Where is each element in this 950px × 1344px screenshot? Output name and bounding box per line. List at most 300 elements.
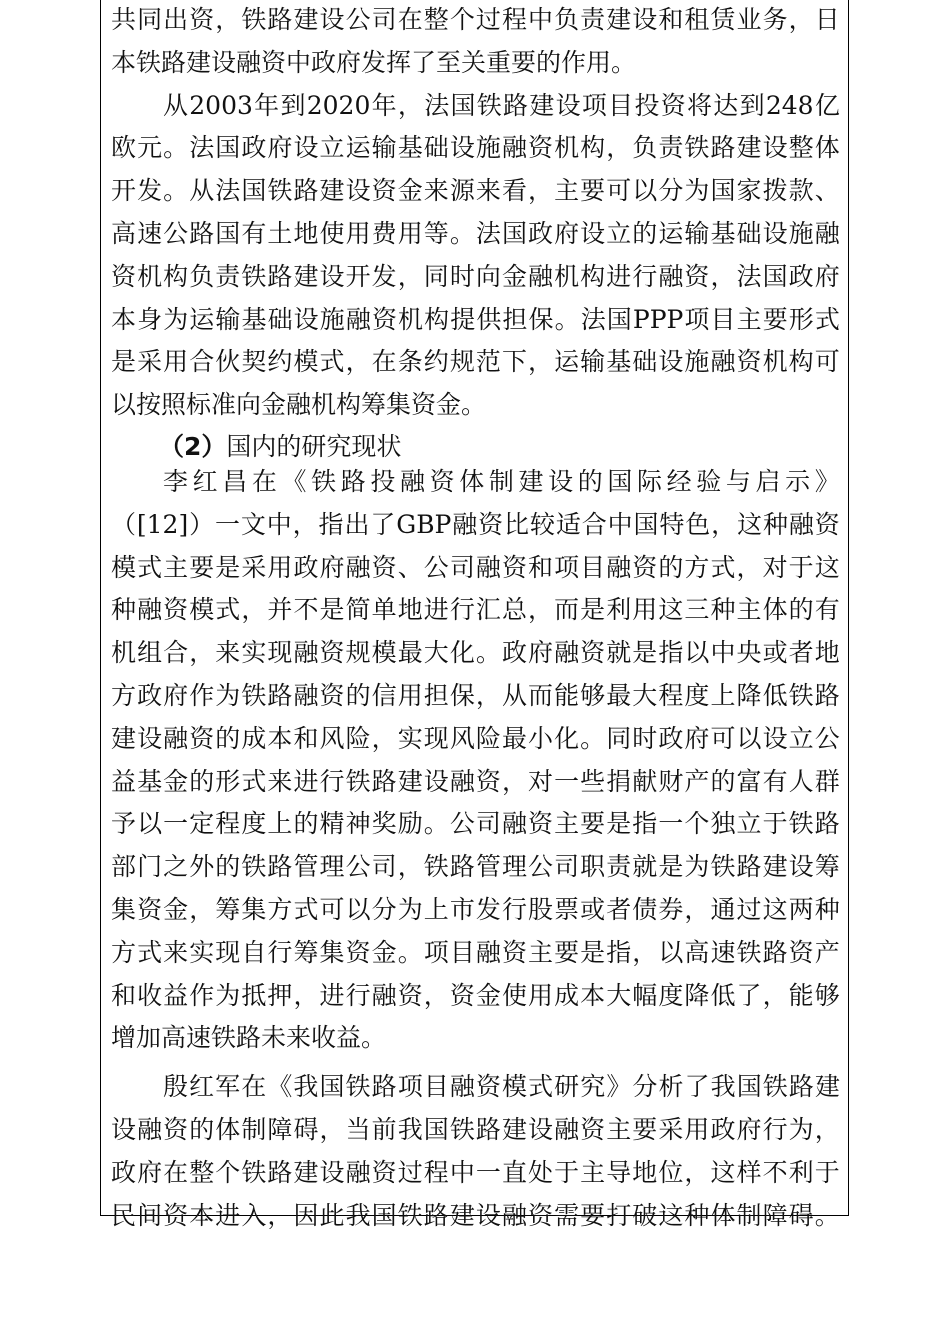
text-glyph: 输 — [371, 133, 397, 163]
text-line — [111, 675, 840, 718]
text-glyph: 方 — [684, 552, 710, 582]
text-glyph: 国 — [215, 218, 241, 248]
text-glyph: 利 — [606, 595, 632, 625]
text-glyph: 路 — [423, 1200, 449, 1230]
text-glyph: 融 — [345, 304, 371, 334]
text-glyph: 构 — [788, 347, 814, 377]
text-glyph: ， — [528, 595, 554, 625]
text-glyph: 融 — [501, 809, 527, 839]
text-glyph: 身 — [137, 304, 163, 334]
text-glyph: 就 — [606, 638, 632, 668]
text-glyph: 为 — [163, 304, 189, 334]
text-glyph: 投 — [370, 466, 396, 496]
text-glyph: 可 — [606, 176, 632, 206]
text-glyph: 年 — [254, 90, 280, 120]
text-glyph: 资 — [163, 1200, 189, 1230]
text-glyph: 而 — [554, 595, 580, 625]
text-glyph: 较 — [529, 509, 555, 539]
text-glyph: ， — [241, 595, 267, 625]
text-glyph: 方 — [111, 680, 137, 710]
text-glyph: 此 — [319, 1200, 345, 1230]
text-glyph: 或 — [762, 638, 788, 668]
text-glyph: ， — [475, 680, 501, 710]
text-glyph: 处 — [528, 1157, 554, 1187]
text-glyph: 款 — [788, 176, 814, 206]
text-glyph: 之 — [163, 852, 189, 882]
text-glyph: ， — [736, 552, 762, 582]
text-glyph: 组 — [137, 638, 163, 668]
text-glyph: 式 — [137, 937, 163, 967]
text-glyph: 中 — [528, 5, 554, 34]
text-glyph: 基 — [710, 218, 736, 248]
text-glyph: 资 — [814, 509, 840, 539]
text-glyph: 可 — [814, 347, 840, 377]
text-glyph: 铁 — [241, 1157, 267, 1187]
text-glyph: 种 — [684, 1200, 710, 1230]
text-glyph: 为 — [788, 1114, 814, 1144]
text-glyph: 2020 — [306, 90, 371, 120]
text-line — [111, 718, 840, 761]
text-glyph: 府 — [528, 638, 554, 668]
text-glyph: 民 — [111, 1200, 137, 1230]
text-glyph: ， — [397, 852, 423, 882]
text-glyph: 自 — [241, 937, 267, 967]
text-glyph: 进 — [215, 1200, 241, 1230]
text-glyph: 要 — [580, 176, 606, 206]
text-glyph: 资 — [163, 1114, 189, 1144]
text-glyph: 建 — [293, 261, 319, 291]
paragraph-japan-end — [111, 0, 840, 85]
text-glyph: 。 — [397, 937, 423, 967]
text-line: 增加高速铁路未来收益。 — [111, 1023, 387, 1053]
text-glyph: 。 — [814, 1200, 840, 1230]
text-glyph: 本 — [189, 1200, 215, 1230]
text-glyph: 设 — [632, 5, 658, 34]
text-glyph: 或 — [580, 894, 606, 924]
text-glyph: 红 — [192, 466, 218, 496]
text-glyph: 看 — [501, 176, 527, 206]
text-glyph: 体 — [215, 1114, 241, 1144]
text-glyph: 项 — [581, 90, 607, 120]
text-glyph: 集 — [241, 894, 267, 924]
text-glyph: 实 — [241, 638, 267, 668]
text-glyph: 建 — [449, 1200, 475, 1230]
text-glyph: 李 — [163, 466, 189, 496]
text-glyph: 为 — [215, 980, 241, 1010]
text-glyph: 要 — [554, 937, 580, 967]
text-glyph: 就 — [632, 852, 658, 882]
text-glyph: 府 — [736, 1114, 762, 1144]
text-glyph: 来 — [215, 638, 241, 668]
text-glyph: 础 — [632, 347, 658, 377]
text-glyph: 公 — [814, 723, 840, 753]
text-glyph: 整 — [423, 5, 449, 34]
text-glyph: 分 — [371, 894, 397, 924]
text-glyph: 两 — [788, 894, 814, 924]
text-glyph: 为 — [215, 680, 241, 710]
text-glyph: 用 — [345, 218, 371, 248]
text-glyph: 融 — [449, 1072, 475, 1102]
text-glyph: 。 — [554, 304, 580, 334]
text-line — [111, 547, 840, 590]
text-glyph: 军 — [215, 1072, 241, 1102]
text-glyph: 欧 — [111, 133, 137, 163]
text-glyph: 施 — [788, 218, 814, 248]
text-glyph: 主 — [736, 304, 762, 334]
text-glyph: 负 — [189, 261, 215, 291]
text-glyph: 体 — [762, 595, 788, 625]
text-glyph: 群 — [814, 766, 840, 796]
text-glyph: 法 — [424, 90, 450, 120]
text-glyph: 融 — [658, 261, 684, 291]
text-glyph: 责 — [658, 133, 684, 163]
text-glyph: 国 — [423, 1114, 449, 1144]
text-glyph: 分 — [632, 1072, 658, 1102]
text-glyph: 一 — [475, 1157, 501, 1187]
text-glyph: 融 — [554, 638, 580, 668]
text-glyph: 部 — [111, 852, 137, 882]
text-glyph: 析 — [658, 1072, 684, 1102]
text-glyph: 出 — [163, 5, 189, 34]
text-line — [111, 632, 840, 675]
text-glyph: 责 — [215, 261, 241, 291]
text-glyph: 些 — [580, 766, 606, 796]
text-glyph: 和 — [528, 552, 554, 582]
text-glyph: 前 — [371, 1114, 397, 1144]
text-glyph: ， — [189, 894, 215, 924]
text-glyph: 公 — [345, 5, 371, 34]
text-glyph: 上 — [267, 809, 293, 839]
text-glyph: 路 — [814, 809, 840, 839]
text-glyph: 设 — [762, 723, 788, 753]
text-glyph: 同 — [423, 261, 449, 291]
text-glyph: 研 — [554, 1072, 580, 1102]
text-glyph: 种 — [814, 894, 840, 924]
text-glyph: 法 — [580, 304, 606, 334]
text-glyph: 。 — [580, 723, 606, 753]
text-glyph: 设 — [580, 218, 606, 248]
text-glyph: 政 — [293, 552, 319, 582]
text-glyph: 我 — [293, 1072, 319, 1102]
text-glyph: 模 — [371, 638, 397, 668]
text-glyph: 。 — [423, 809, 449, 839]
text-glyph: 路 — [503, 90, 529, 120]
text-glyph: ， — [189, 638, 215, 668]
text-glyph: 设 — [319, 1157, 345, 1187]
text-glyph: 约 — [423, 347, 449, 377]
text-glyph: 设 — [293, 133, 319, 163]
text-glyph: 司 — [371, 5, 397, 34]
text-glyph: 于 — [814, 1157, 840, 1187]
text-glyph: ， — [501, 766, 527, 796]
text-glyph: 入 — [241, 1200, 267, 1230]
text-glyph: 一 — [658, 809, 684, 839]
text-glyph: 铁 — [345, 1072, 371, 1102]
text-glyph: 式 — [241, 766, 267, 796]
text-glyph: 路 — [267, 261, 293, 291]
text-glyph: ， — [345, 347, 371, 377]
text-glyph: 铁 — [423, 852, 449, 882]
text-glyph: 予 — [111, 809, 137, 839]
text-glyph: 险 — [345, 723, 371, 753]
text-glyph: 运 — [345, 133, 371, 163]
text-glyph: 为 — [684, 176, 710, 206]
text-glyph: 奖 — [371, 809, 397, 839]
text-glyph: 目 — [423, 1072, 449, 1102]
text-glyph: 铁 — [241, 852, 267, 882]
text-glyph: 降 — [736, 680, 762, 710]
text-glyph: 于 — [762, 809, 788, 839]
text-glyph: 为 — [397, 894, 423, 924]
text-glyph: 大 — [606, 980, 632, 1010]
text-glyph: 资 — [660, 90, 686, 120]
text-glyph: 地 — [632, 1157, 658, 1187]
text-glyph: 体 — [814, 133, 840, 163]
text-glyph: 筹 — [215, 894, 241, 924]
text-glyph: 投 — [634, 90, 660, 120]
text-glyph: 国 — [607, 466, 633, 496]
text-glyph: 式 — [319, 347, 345, 377]
text-glyph: 建 — [111, 723, 137, 753]
text-glyph: 门 — [137, 852, 163, 882]
text-glyph: 基 — [137, 766, 163, 796]
text-glyph: 进 — [319, 980, 345, 1010]
text-glyph: 用 — [684, 1114, 710, 1144]
text-glyph: 行 — [762, 1114, 788, 1144]
text-glyph: 铁 — [267, 176, 293, 206]
text-glyph: 的 — [215, 852, 241, 882]
text-glyph: 进 — [293, 766, 319, 796]
text-glyph: 位 — [658, 1157, 684, 1187]
text-glyph: 金 — [163, 894, 189, 924]
text-glyph: 红 — [189, 1072, 215, 1102]
text-glyph: 国 — [710, 176, 736, 206]
text-glyph: ， — [423, 980, 449, 1010]
text-glyph: 式 — [814, 304, 840, 334]
text-glyph: 融 — [449, 766, 475, 796]
text-glyph: 资 — [788, 937, 814, 967]
text-glyph: 程 — [658, 680, 684, 710]
text-glyph: 于 — [554, 1157, 580, 1187]
text-glyph: 化 — [449, 638, 475, 668]
text-glyph: 整 — [189, 1157, 215, 1187]
text-glyph: 和 — [658, 5, 684, 34]
text-glyph: 输 — [684, 218, 710, 248]
paragraph-france — [111, 85, 840, 427]
text-glyph: 上 — [423, 894, 449, 924]
text-glyph: 》 — [814, 466, 840, 496]
text-glyph: 资 — [736, 347, 762, 377]
text-glyph: 是 — [215, 552, 241, 582]
text-glyph: 富 — [736, 766, 762, 796]
text-glyph: 府 — [554, 218, 580, 248]
text-glyph: 家 — [736, 176, 762, 206]
text-line — [111, 461, 840, 504]
text-glyph: 指 — [606, 937, 632, 967]
text-glyph: 府 — [319, 552, 345, 582]
text-glyph: 资 — [449, 980, 475, 1010]
text-glyph: 路 — [736, 852, 762, 882]
text-glyph: 这 — [762, 894, 788, 924]
text-glyph: 建 — [501, 1114, 527, 1144]
text-glyph: 汇 — [475, 595, 501, 625]
text-glyph: 铁 — [684, 133, 710, 163]
text-glyph: 融 — [400, 466, 426, 496]
text-glyph: 行 — [267, 937, 293, 967]
text-glyph: 铁 — [241, 5, 267, 34]
text-glyph: ， — [684, 894, 710, 924]
text-glyph: 管 — [475, 852, 501, 882]
text-glyph: 不 — [293, 595, 319, 625]
text-glyph: 资 — [371, 304, 397, 334]
text-glyph: 因 — [293, 1200, 319, 1230]
text-glyph: 设 — [293, 304, 319, 334]
text-glyph: 机 — [137, 261, 163, 291]
text-glyph: 最 — [606, 680, 632, 710]
text-glyph: 际 — [637, 466, 663, 496]
text-line — [111, 1066, 840, 1109]
text-glyph: 设 — [555, 90, 581, 120]
text-glyph: 设 — [762, 218, 788, 248]
text-glyph: 时 — [449, 261, 475, 291]
text-glyph: 政 — [501, 638, 527, 668]
text-glyph: 式 — [137, 552, 163, 582]
text-glyph: 路 — [762, 937, 788, 967]
text-glyph: 项 — [554, 552, 580, 582]
text-glyph: 政 — [788, 261, 814, 291]
text-glyph: 够 — [580, 680, 606, 710]
text-glyph: 究 — [580, 1072, 606, 1102]
text-line — [111, 975, 840, 1018]
text-glyph: 以 — [345, 894, 371, 924]
text-glyph: 信 — [371, 680, 397, 710]
text-glyph: 设 — [548, 466, 574, 496]
text-glyph: 使 — [501, 980, 527, 1010]
text-glyph: 法 — [215, 176, 241, 206]
text-glyph: 个 — [215, 1157, 241, 1187]
text-glyph: 资 — [475, 766, 501, 796]
text-glyph: 府 — [267, 133, 293, 163]
text-glyph: 规 — [345, 638, 371, 668]
text-glyph: 集 — [319, 937, 345, 967]
text-glyph: 幅 — [632, 980, 658, 1010]
text-glyph: 担 — [502, 304, 528, 334]
text-glyph: ， — [814, 1114, 840, 1144]
text-glyph: 政 — [137, 680, 163, 710]
text-glyph: 是 — [632, 638, 658, 668]
section-heading-text: 国内的研究现状 — [226, 432, 402, 461]
text-glyph: 融 — [554, 1114, 580, 1144]
text-glyph: 以 — [137, 809, 163, 839]
text-glyph: 资 — [371, 1157, 397, 1187]
text-glyph: 路 — [814, 680, 840, 710]
text-glyph: ， — [528, 347, 554, 377]
text-glyph: 低 — [710, 980, 736, 1010]
text-glyph: 开 — [111, 176, 137, 206]
text-glyph: 单 — [371, 595, 397, 625]
section-heading — [111, 433, 840, 461]
text-glyph: 形 — [215, 766, 241, 796]
text-glyph: 这 — [737, 509, 763, 539]
text-glyph: 个 — [684, 809, 710, 839]
text-glyph: 用 — [397, 680, 423, 710]
text-glyph: 大 — [632, 680, 658, 710]
text-glyph: 融 — [345, 552, 371, 582]
text-glyph: 到 — [739, 90, 765, 120]
text-glyph: 构 — [580, 133, 606, 163]
text-glyph: 《 — [267, 1072, 293, 1102]
text-glyph: 融 — [475, 937, 501, 967]
text-glyph: 国 — [371, 1200, 397, 1230]
text-glyph: 立 — [736, 809, 762, 839]
text-line — [111, 213, 840, 256]
text-glyph: 础 — [736, 218, 762, 248]
text-line — [111, 127, 840, 170]
text-glyph: 用 — [632, 595, 658, 625]
text-glyph: 开 — [345, 261, 371, 291]
text-glyph: 到 — [280, 90, 306, 120]
document-frame — [100, 0, 849, 1230]
text-glyph: 共 — [111, 5, 137, 34]
text-glyph: 式 — [710, 552, 736, 582]
text-glyph: 程 — [215, 809, 241, 839]
text-glyph: 行 — [345, 980, 371, 1010]
text-glyph: ， — [215, 5, 241, 34]
text-glyph: 押 — [267, 980, 293, 1010]
section-heading-number: （2） — [159, 432, 227, 461]
text-glyph: 地 — [293, 218, 319, 248]
text-glyph: 用 — [163, 347, 189, 377]
text-glyph: 程 — [423, 1157, 449, 1187]
text-glyph: 在 — [397, 5, 423, 34]
text-glyph: 行 — [449, 595, 475, 625]
text-glyph: 公 — [163, 218, 189, 248]
text-glyph: 建 — [736, 133, 762, 163]
text-glyph: 式 — [528, 1072, 554, 1102]
text-glyph: 益 — [163, 980, 189, 1010]
text-glyph: 机 — [554, 133, 580, 163]
text-glyph: ， — [684, 1157, 710, 1187]
text-glyph: ， — [632, 937, 658, 967]
text-glyph: 设 — [528, 1114, 554, 1144]
text-glyph: 化 — [554, 723, 580, 753]
text-glyph: ， — [528, 176, 554, 206]
text-glyph: 国 — [215, 133, 241, 163]
text-glyph: 建 — [319, 176, 345, 206]
text-glyph: 有 — [814, 595, 840, 625]
text-glyph: 采 — [241, 552, 267, 582]
text-glyph: 资 — [580, 638, 606, 668]
text-glyph: 了 — [736, 980, 762, 1010]
text-glyph: 建 — [529, 90, 555, 120]
text-glyph: 碍 — [788, 1200, 814, 1230]
text-glyph: 上 — [710, 680, 736, 710]
text-line — [111, 846, 840, 889]
text-glyph: 国 — [501, 218, 527, 248]
text-glyph: 法 — [475, 218, 501, 248]
text-glyph: 我 — [710, 1072, 736, 1102]
text-glyph: 以 — [684, 638, 710, 668]
text-glyph: 资 — [137, 894, 163, 924]
text-glyph: 分 — [658, 176, 684, 206]
text-glyph: 建 — [293, 5, 319, 34]
text-glyph: 融 — [293, 680, 319, 710]
text-glyph: 融 — [788, 509, 814, 539]
text-glyph: 度 — [658, 980, 684, 1010]
text-glyph: 出 — [344, 509, 370, 539]
text-glyph: 模 — [189, 595, 215, 625]
text-glyph: 拨 — [762, 176, 788, 206]
